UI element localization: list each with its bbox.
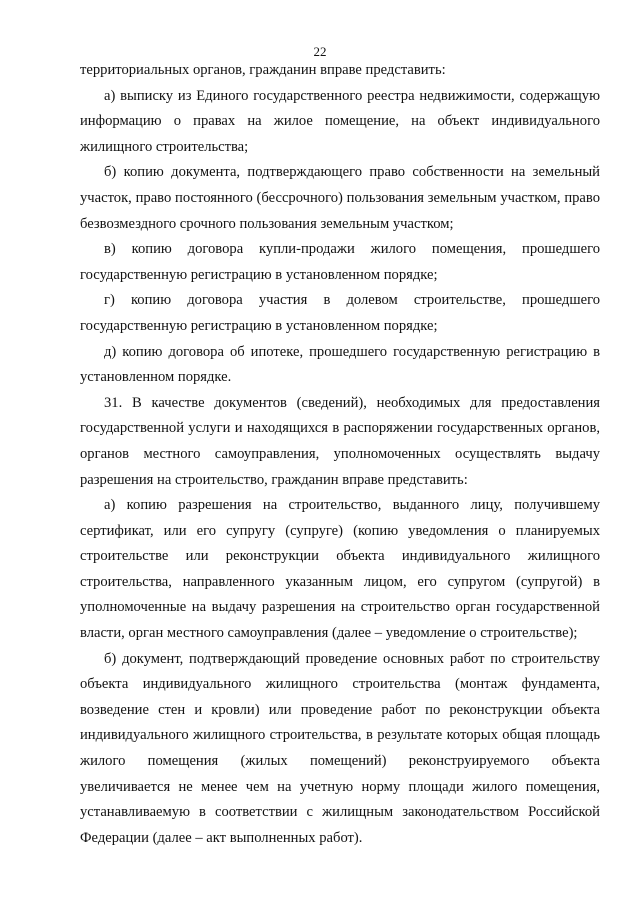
paragraph-item-v: в) копию договора купли-продажи жилого помещения, прошедшего государственную регистрацию в установленном порядке;: [80, 241, 600, 283]
paragraph-item-d: д) копию договора об ипотеке, прошедшего государственную регистрацию в установленном порядке.: [80, 343, 600, 386]
paragraph-item-g: г) копию договора участия в долевом строительстве, прошедшего государственную регистрацию в установленном порядке;: [80, 292, 600, 334]
paragraph-section-31-item-a: а) копию разрешения на строительство, выданного лицу, получившему сертификат, или его супругу (супруге) (копию уведомления о планируемых строительстве или реконструкции объекта индивидуального жилищного строительства, направленного указанным лицом, его супругом (супругой) в уполномоченные на выдачу разрешения на строительство орган государственной власти, орган местного самоуправления (далее – уведомление о строительстве);: [80, 497, 600, 642]
paragraph-item-b: б) копию документа, подтверждающего право собственности на земельный участок, право постоянного (бессрочного) пользования земельным участком, право безвозмездного срочного пользования земельным участком;: [80, 164, 600, 232]
page-number: 22: [313, 44, 327, 59]
paragraph-section-31-item-b: б) документ, подтверждающий проведение основных работ по строительству объекта индивидуального жилищного строительства (монтаж фундамента, возведение стен и кровли) или проведение работ по реконструкции объекта индивидуального жилищного строительства, в результате которых общая площадь жилого помещения (жилых помещений) реконструируемого объекта увеличивается не менее чем на учетную норму площади жилого помещения, устанавливаемую в соответствии с жилищным законодательством Российской Федерации (далее – акт выполненных работ).: [80, 650, 600, 846]
paragraph-item-a: а) выписку из Единого государственного реестра недвижимости, содержащую информацию о правах на жилое помещение, на объект индивидуального жилищного строительства;: [80, 87, 600, 155]
document-body: [80, 58, 600, 851]
paragraph-continuation: территориальных органов, гражданин вправе представить:: [80, 62, 446, 78]
paragraph-section-31: 31. В качестве документов (сведений), необходимых для предоставления государственной услуги и находящихся в распоряжении государственных органов, органов местного самоуправления, уполномоченных осуществлять выдачу разрешения на строительство, гражданин вправе представить:: [80, 394, 600, 488]
